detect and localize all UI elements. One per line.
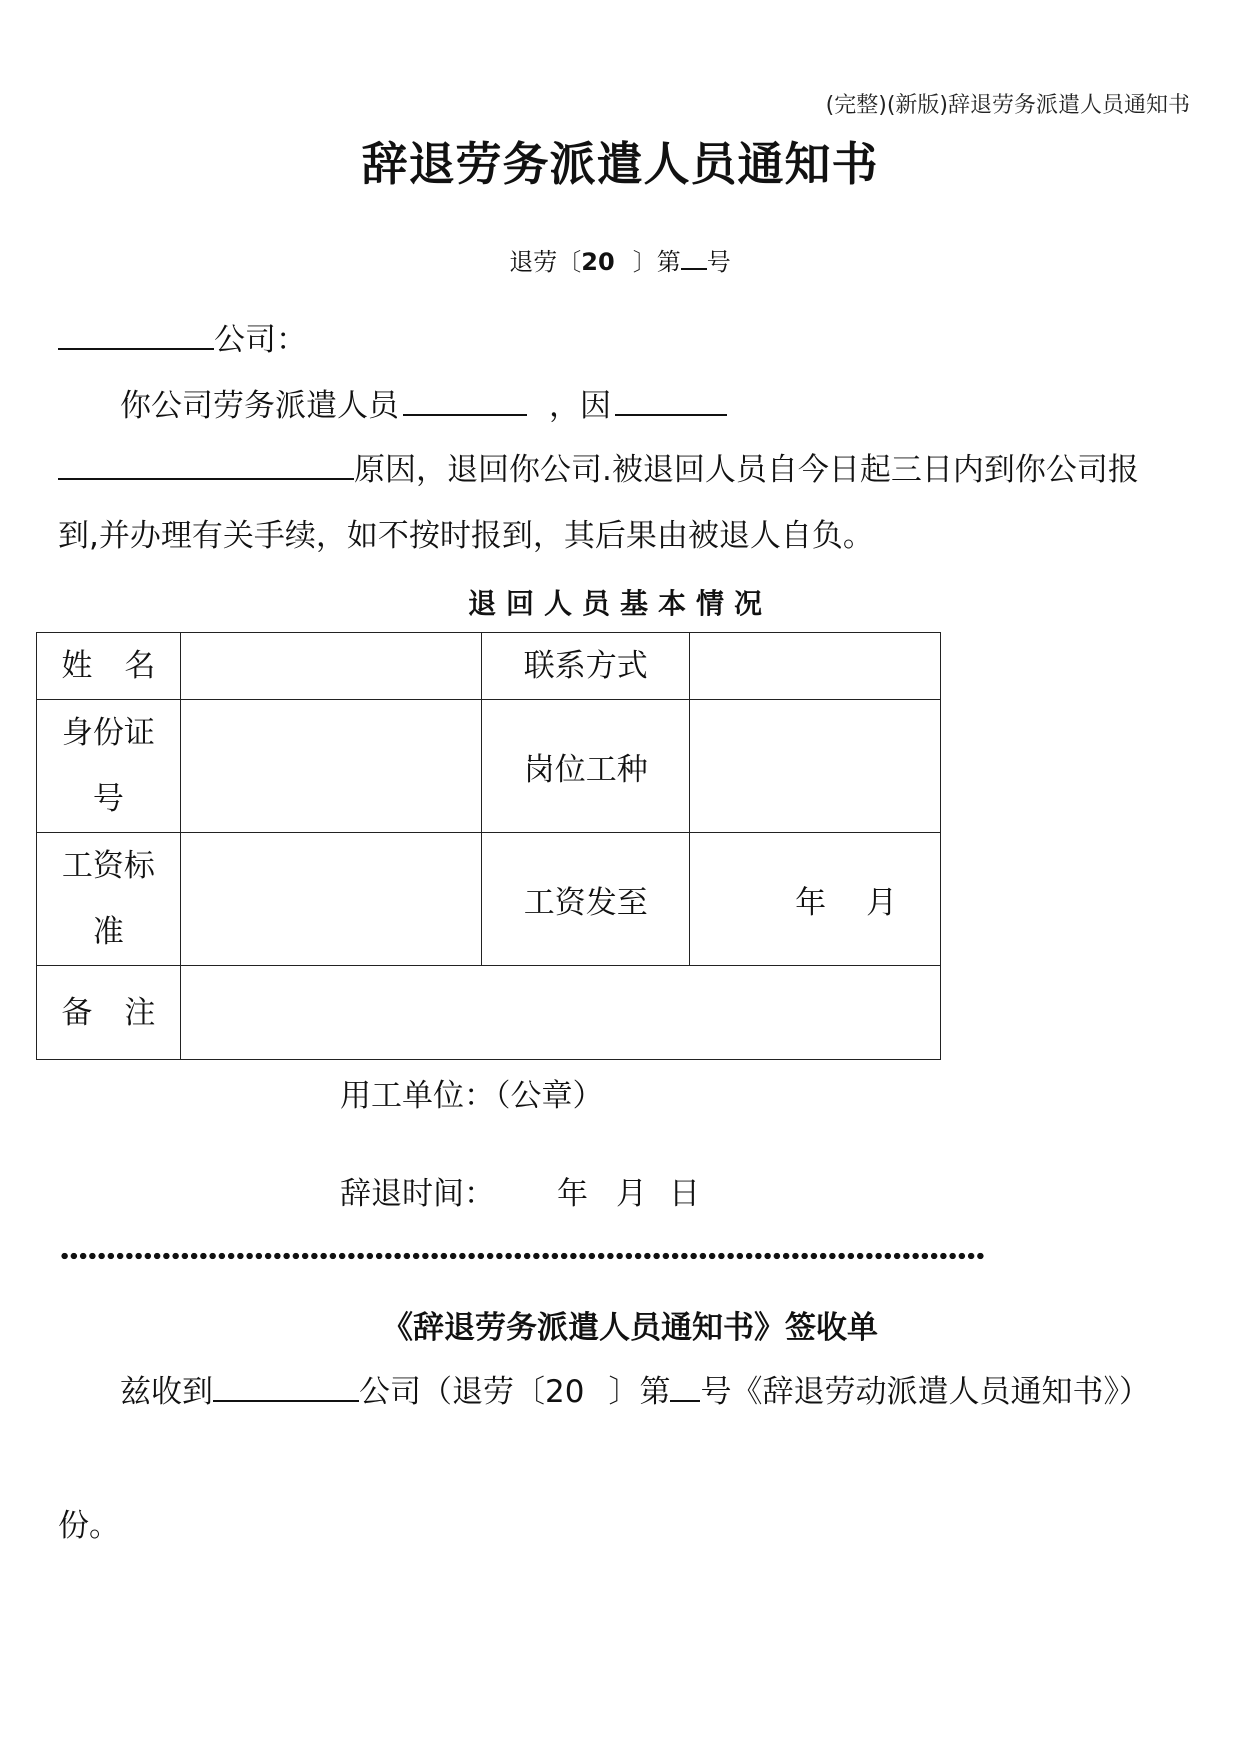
receipt-line-1-company: 公司（退劳〔 [359, 1374, 545, 1410]
doc-number-prefix: 退劳〔 [509, 248, 582, 276]
reason-blank-1[interactable] [615, 384, 727, 416]
remark-label: 备 注 [37, 966, 181, 1060]
dismissal-date-line [340, 1168, 700, 1213]
id-number-cell[interactable] [180, 700, 482, 833]
paragraph-line-1-mid: ，因 [549, 388, 611, 424]
remark-cell[interactable] [180, 966, 940, 1060]
wage-standard-cell[interactable] [180, 833, 482, 966]
receipt-line-1 [120, 1366, 1150, 1411]
wage-standard-label: 工资标 准 [37, 833, 181, 966]
receipt-line-1-start: 兹收到 [120, 1374, 213, 1410]
dismissal-year: 年 [557, 1176, 588, 1212]
name-label: 姓 名 [37, 633, 181, 700]
doc-number-middle: 〕第 [632, 248, 681, 276]
paid-until-label: 工资发至 [482, 833, 690, 966]
paragraph-line-3: 到,并办理有关手续，如不按时报到，其后果由被退人自负。 [58, 518, 874, 554]
reason-blank-2[interactable] [58, 448, 354, 480]
paragraph-line-1 [120, 380, 727, 425]
paragraph-line-1-start: 你公司劳务派遣人员 [120, 388, 399, 424]
table-row-name [37, 633, 941, 700]
employee-name-blank[interactable] [403, 384, 527, 416]
position-cell[interactable] [690, 700, 941, 833]
dismissal-date-label: 辞退时间： [340, 1176, 495, 1212]
doc-number-suffix: 号 [706, 248, 731, 276]
receipt-title: 《辞退劳务派遣人员通知书》签收单 [382, 1310, 878, 1346]
document-header-note: (完整)(新版)辞退劳务派遣人员通知书 [825, 93, 1190, 118]
employee-info-table [36, 632, 941, 1060]
employer-seal-line: 用工单位：（公章） [340, 1078, 604, 1114]
receipt-line-1-end: 号《辞退劳动派遣人员通知书》） [700, 1374, 1150, 1410]
name-cell[interactable] [180, 633, 482, 700]
paragraph-line-2-text: 原因，退回你公司.被退回人员自今日起三日内到你公司报 [354, 452, 1139, 488]
paragraph-line-2 [58, 444, 1139, 489]
dismissal-day: 日 [669, 1176, 700, 1212]
receipt-line-2: 份。 [58, 1508, 120, 1544]
table-row-remark [37, 966, 941, 1060]
paid-until-month: 月 [866, 884, 898, 921]
contact-label: 联系方式 [482, 633, 690, 700]
receipt-line-1-mid: 〕第 [608, 1374, 671, 1410]
contact-cell[interactable] [690, 633, 941, 700]
doc-number-year: 20 [581, 248, 615, 276]
section-title: 退回人员基本情况 [467, 587, 772, 620]
receipt-line-1-year: 20 [545, 1374, 585, 1410]
salutation-text: 公司： [214, 322, 307, 358]
salutation [58, 314, 307, 359]
dismissal-month: 月 [616, 1176, 647, 1212]
receipt-number-blank[interactable] [670, 1370, 700, 1402]
cut-line-separator [60, 1252, 985, 1260]
receipt-company-blank[interactable] [213, 1370, 359, 1402]
doc-number-blank[interactable] [681, 248, 707, 270]
paid-until-year: 年 [795, 884, 827, 921]
id-number-label: 身份证 号 [37, 700, 181, 833]
table-row-id [37, 700, 941, 833]
document-title: 辞退劳务派遣人员通知书 [361, 137, 879, 191]
paid-until-cell[interactable] [690, 833, 941, 966]
position-label: 岗位工种 [482, 700, 690, 833]
document-number [0, 242, 1240, 277]
company-name-blank[interactable] [58, 318, 214, 350]
table-row-wage [37, 833, 941, 966]
